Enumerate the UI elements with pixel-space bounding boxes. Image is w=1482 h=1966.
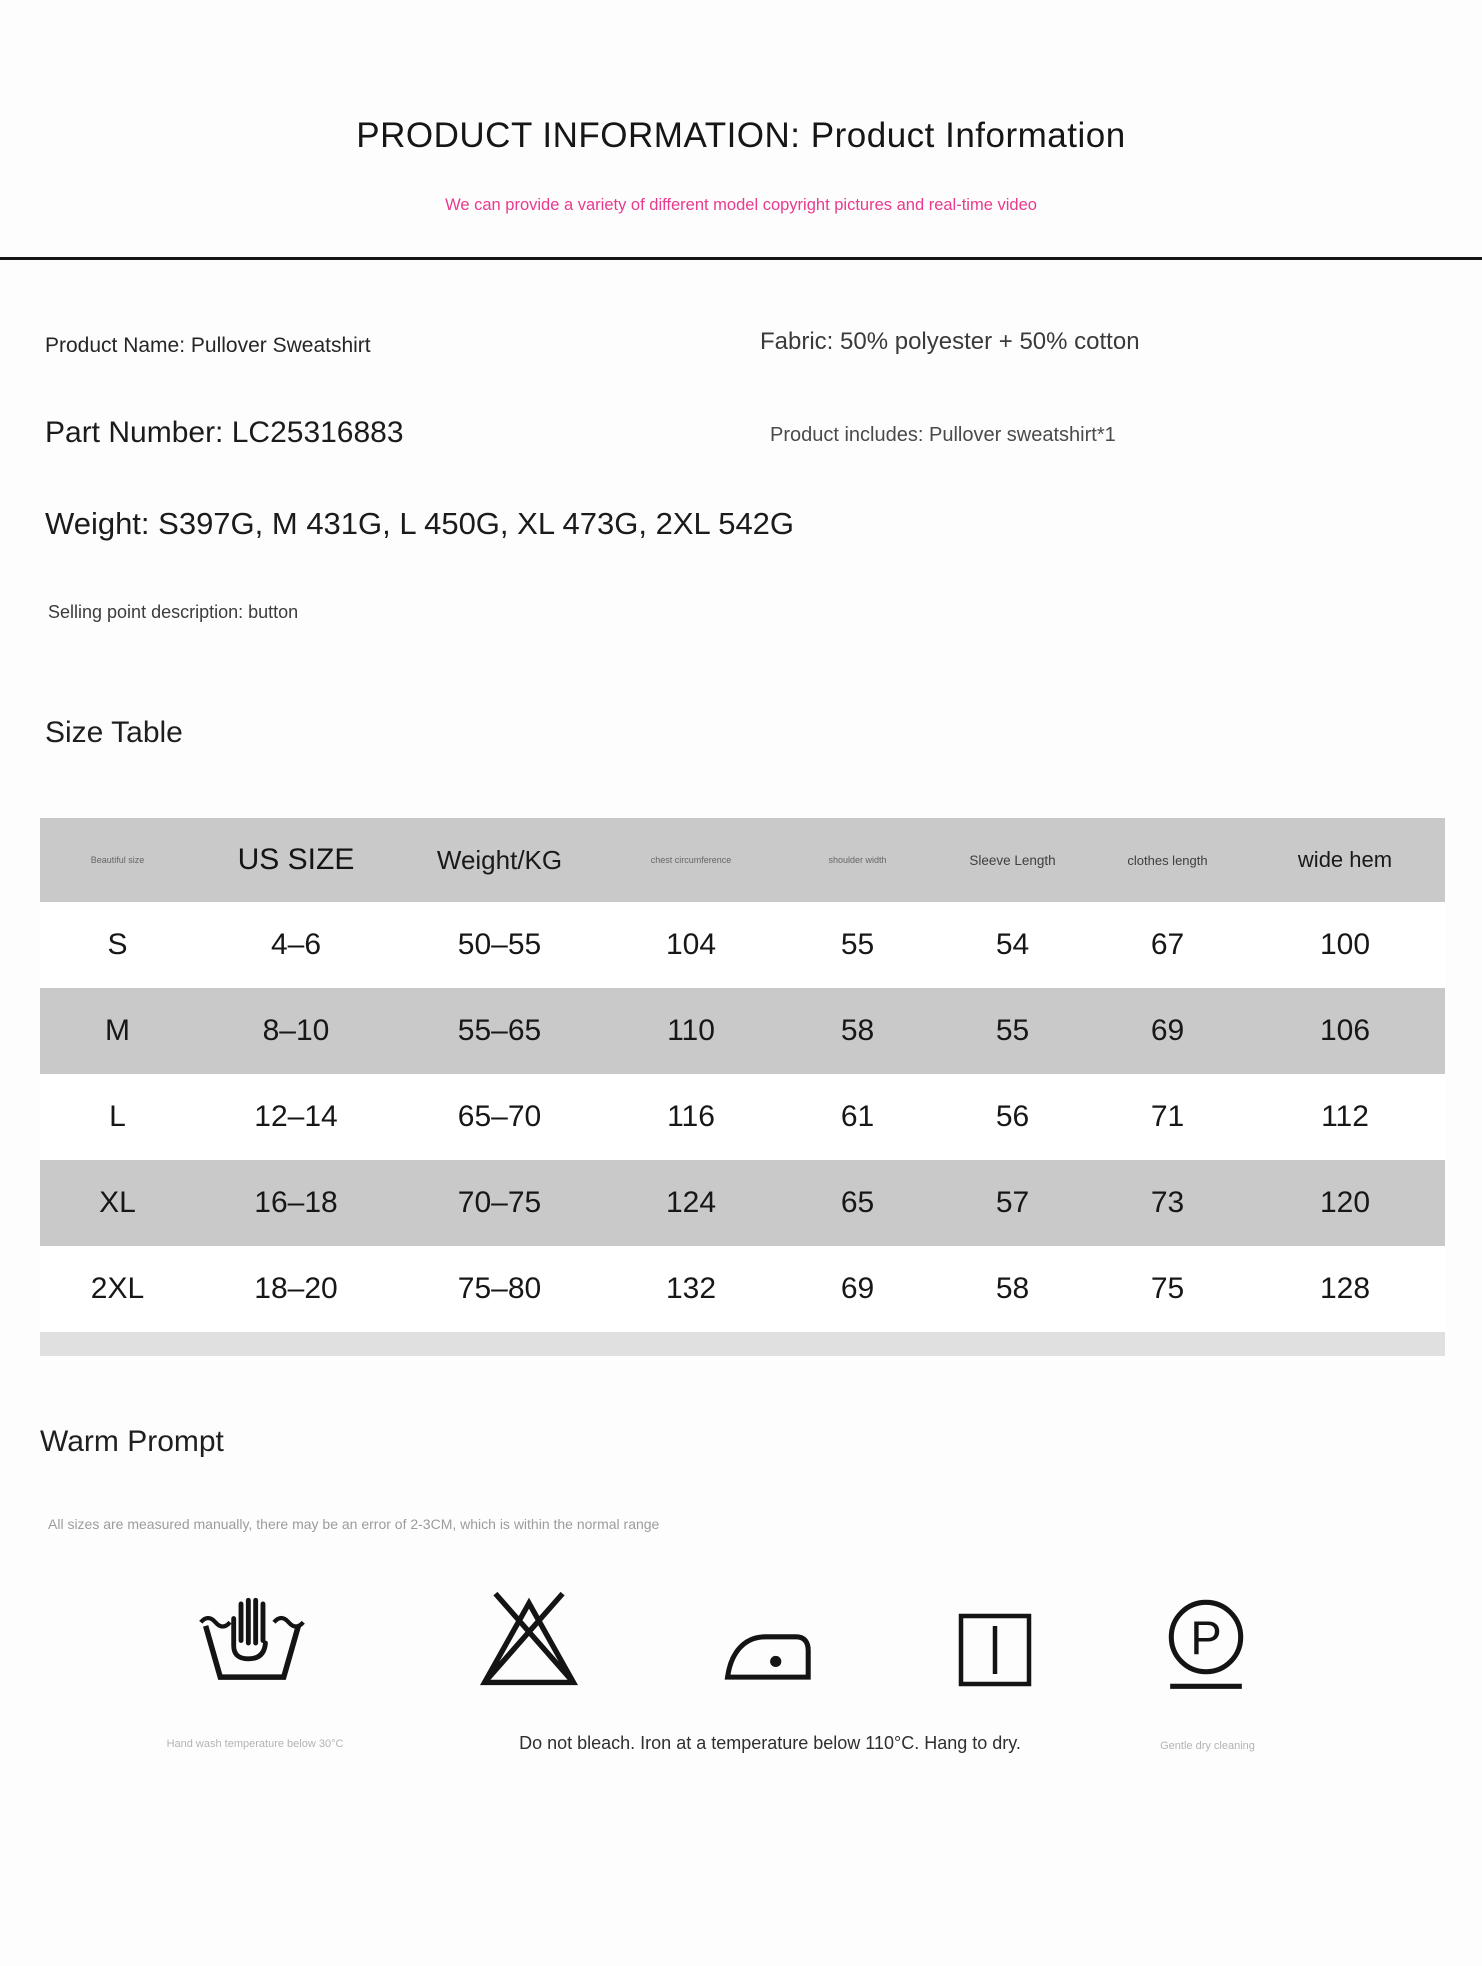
table-cell: 112	[1321, 1100, 1369, 1133]
table-cell: 128	[1319, 1272, 1371, 1305]
table-row	[40, 988, 1445, 1074]
table-cell: 69	[840, 1272, 875, 1305]
table-cell: 116	[667, 1100, 715, 1133]
table-cell: 124	[665, 1186, 717, 1219]
table-cell: 50–55	[457, 928, 542, 961]
table-footer-strip	[40, 1332, 1445, 1356]
column-header: Sleeve Length	[969, 852, 1056, 868]
table-cell: 58	[840, 1014, 875, 1047]
divider-line	[0, 257, 1482, 260]
column-header: shoulder width	[828, 855, 887, 865]
column-header: US SIZE	[237, 843, 355, 876]
table-cell: 75	[1150, 1272, 1185, 1305]
table-cell: 70–75	[457, 1186, 542, 1219]
table-cell: 55	[840, 928, 875, 961]
table-cell: XL	[99, 1186, 136, 1219]
table-cell: 61	[840, 1100, 875, 1133]
table-header-row	[40, 818, 1445, 902]
page-subtitle: We can provide a variety of different model copyright pictures and real-time video	[445, 196, 1037, 214]
fabric-text: Fabric: 50% polyester + 50% cotton	[760, 328, 1140, 355]
care-instructions-label: Do not bleach. Iron at a temperature below 110°C. Hang to dry.	[519, 1733, 1021, 1753]
column-header: clothes length	[1127, 852, 1208, 868]
iron-icon	[710, 1592, 828, 1704]
table-cell: 54	[995, 928, 1030, 961]
hand-wash-icon	[188, 1582, 316, 1704]
table-cell: 65–70	[457, 1100, 542, 1133]
column-header: wide hem	[1297, 847, 1393, 872]
svg-text:P: P	[1190, 1610, 1222, 1664]
part-number-text: Part Number: LC25316883	[45, 416, 404, 449]
measurement-note: All sizes are measured manually, there may be an error of 2-3CM, which is within the normal range	[48, 1516, 660, 1532]
table-cell: 69	[1150, 1014, 1185, 1047]
table-row	[40, 1160, 1445, 1246]
table-row	[40, 902, 1445, 988]
table-cell: 4–6	[270, 928, 322, 961]
table-cell: 65	[840, 1186, 875, 1219]
table-cell: L	[109, 1100, 126, 1133]
column-header: Weight/KG	[436, 844, 563, 875]
product-name-text: Product Name: Pullover Sweatshirt	[45, 334, 371, 357]
page-title: PRODUCT INFORMATION: Product Information	[356, 116, 1126, 155]
warm-prompt-heading: Warm Prompt	[40, 1425, 224, 1458]
table-cell: 58	[995, 1272, 1030, 1305]
table-row	[40, 1246, 1445, 1332]
weight-text: Weight: S397G, M 431G, L 450G, XL 473G, 2XL 542G	[45, 506, 795, 541]
table-cell: 104	[665, 928, 717, 961]
table-cell: 100	[1319, 928, 1371, 961]
gentle-dry-clean-icon	[1150, 1590, 1262, 1702]
table-cell: M	[105, 1014, 130, 1047]
do-not-bleach-icon	[466, 1584, 592, 1704]
table-cell: S	[107, 928, 128, 961]
table-cell: 120	[1319, 1186, 1371, 1219]
table-cell: 55	[995, 1014, 1030, 1047]
table-cell: 75–80	[457, 1272, 542, 1305]
table-cell: 132	[665, 1272, 717, 1305]
product-includes-text: Product includes: Pullover sweatshirt*1	[770, 424, 1116, 446]
column-header: chest circumference	[650, 855, 732, 865]
table-cell: 12–14	[254, 1100, 338, 1133]
hang-to-dry-icon	[945, 1596, 1045, 1702]
table-cell: 55–65	[457, 1014, 542, 1047]
table-cell: 56	[995, 1100, 1030, 1133]
table-cell: 106	[1319, 1014, 1371, 1047]
table-cell: 8–10	[262, 1014, 330, 1047]
table-cell: 2XL	[90, 1272, 145, 1305]
table-cell: 71	[1150, 1100, 1185, 1133]
table-cell: 16–18	[254, 1186, 338, 1219]
size-table	[40, 818, 1445, 1356]
selling-point-text: Selling point description: button	[48, 602, 299, 622]
table-cell: 57	[995, 1186, 1030, 1219]
table-cell: 110	[667, 1014, 715, 1047]
table-cell: 67	[1150, 928, 1185, 961]
size-table-heading: Size Table	[45, 716, 183, 749]
dry-clean-label: Gentle dry cleaning	[1160, 1740, 1255, 1752]
table-cell: 73	[1150, 1186, 1185, 1219]
hand-wash-label: Hand wash temperature below 30°C	[166, 1738, 344, 1750]
table-row	[40, 1074, 1445, 1160]
column-header: Beautiful size	[90, 855, 145, 865]
table-cell: 18–20	[254, 1272, 338, 1305]
